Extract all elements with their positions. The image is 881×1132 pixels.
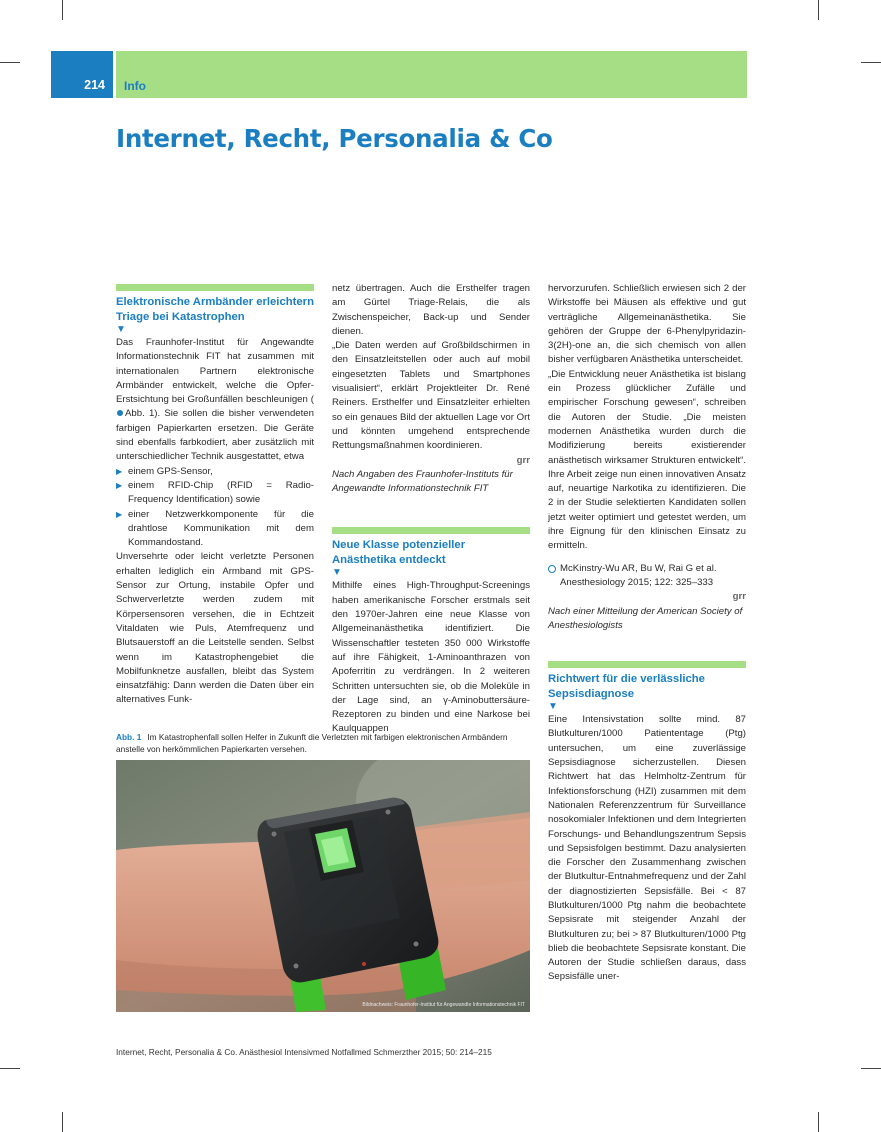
bullet-list <box>116 465 314 551</box>
reference-circle-icon <box>548 565 556 573</box>
triangle-down-icon: ▼ <box>332 567 342 579</box>
list-item: ▶ einer Netzwerkkomponente für die drahtlose Kommunikation mit dem Kommandostand. <box>116 508 314 551</box>
figure-photo <box>116 760 530 1012</box>
column-2 <box>332 282 530 737</box>
reference: McKinstry-Wu AR, Bu W, Rai G et al. Anesthesiology 2015; 122: 325–333 <box>548 562 746 591</box>
list-item: ▶ einem GPS-Sensor, <box>116 465 314 479</box>
crop-mark <box>0 1068 20 1069</box>
page-number-box <box>51 51 113 98</box>
photo-credit: Bildnachweis: Fraunhofer-Institut für Angewandte Informationstechnik FIT <box>362 1002 525 1008</box>
crop-mark <box>861 62 881 63</box>
page-title: Internet, Recht, Personalia & Co <box>116 124 553 153</box>
crop-mark <box>0 62 20 63</box>
column-3 <box>548 282 746 985</box>
article-quote: „Die Entwicklung neuer Anästhetika ist bislang ein Prozess glücklicher Zufälle und empirischer Forschung gewesen“, schreiben die Autoren der Studie. „Die meisten modernen Anästhetika wurden durch die Modifizierung bereits existierender anästhetisch wirksamer Strukturen entwickelt“. Ihre Arbeit zeige nun einen innovativen Ansatz auf, neuartige Narkotika zu identifizieren. Die 2 in der Studie selektierten Kandidaten sollen jetzt weiter optimiert und getestet werden, um ihre Eignung für den klinischen Einsatz zu ermitteln. <box>548 368 746 552</box>
page-number: 214 <box>84 78 105 92</box>
article-heading: Richtwert für die verlässliche Sepsisdiagnose <box>548 673 705 700</box>
article-paragraph: hervorzurufen. Schließlich erwiesen sich 2 der Wirkstoffe bei Mäusen als effektive und gut verträgliche Allgemeinanästhetika. Sie gehören der Gruppe der 6-Phenylpyridazin-3(2H)-one an, die sich chemisch von allen bisher verfügbaren Anästhetika unterscheidet. <box>548 283 746 366</box>
section-bar <box>332 527 530 534</box>
crop-mark <box>62 0 63 20</box>
figure-ref-icon <box>117 410 123 416</box>
figure-caption: Abb. 1 Im Katastrophenfall sollen Helfer in Zukunft die Verletzten mit farbigen elektronischen Armbändern anstelle von herkömmlichen Papierkarten versehen. <box>116 732 508 754</box>
header-bar <box>51 51 747 98</box>
crop-mark <box>818 1112 819 1132</box>
header-divider <box>113 51 116 98</box>
article-heading: Neue Klasse potenzieller Anästhetika entdeckt <box>332 539 466 566</box>
footer-citation: Internet, Recht, Personalia & Co. Anästhesiol Intensivmed Notfallmed Schmerzther 2015; 50: 214–215 <box>116 1047 492 1057</box>
author-signature: grr <box>732 591 746 603</box>
source-note: Nach einer Mitteilung der American Society of Anesthesiologists <box>548 605 743 631</box>
article-heading: Elektronische Armbänder erleichtern Triage bei Katastrophen <box>116 296 314 323</box>
article-paragraph: netz übertragen. Auch die Ersthelfer tragen am Gürtel Triage-Relais, die als Zwischenspeicher, Back-up und Sender dienen. <box>332 283 530 337</box>
wristband-photo <box>116 760 530 1012</box>
article-paragraph: Das Fraunhofer-Institut für Angewandte Informationstechnik FIT hat zusammen mit internationalen Partnern elektronische Armbänder entwickelt, welche die Opfer-Erstsichtung bei Großunfällen beschleunigen (Abb. 1). Sie sollen die bisher verwendeten farbigen Papierkarten ersetzen. Die Geräte sind ebenfalls farbkodiert, aber zusätzlich mit unterschiedlicher Technik ausgestattet, etwa <box>116 337 314 463</box>
list-item: ▶ einem RFID-Chip (RFID = Radio-Frequency Identification) sowie <box>116 479 314 508</box>
column-1 <box>116 284 314 708</box>
article-paragraph: Unversehrte oder leicht verletzte Personen erhalten lediglich ein Armband mit GPS-Sensor zur Ortung, instabile Opfer und Schwerverletzte werden zudem mit Körpersensoren versehen, die in Echtzeit Vitaldaten wie Puls, Atemfrequenz und Blutsauerstoff an die Leitstelle senden. Selbst wenn im Katastrophengebiet die Mobilfunknetze ausfallen, bleibt das System einsatzfähig: Dann werden die Daten über ein alternatives Funk- <box>116 551 314 706</box>
triangle-down-icon: ▼ <box>548 701 558 713</box>
figure-reference-link[interactable]: Abb. 1 <box>125 408 155 420</box>
article-paragraph: Eine Intensivstation sollte mind. 87 Blutkulturen/1000 Patiententage (Ptg) untersuchen, um eine zuverlässige Sepsisdiagnose sicherzustellen. Diesen Richtwert hat das Helmholtz-Zentrum für Infektionsforschung (HZI) zusammen mit dem Nationalen Referenzzentrum für Surveillance nosokomialer Infektionen und dem Integrierten Forschungs- und Behandlungszentrum Sepsis und Sepsisfolgen bestimmt. Dazu analysierten die Forscher den Zusammenhang zwischen der Blutkultur-Entnahmefrequenz und der Zahl der diagnostizierten Sepsisfälle. Bei < 87 Blutkulturen/1000 Ptg nahm die beobachtete Sepsisrate mit steigender Anzahl der Blutkulturen zu; bei > 87 Blutkulturen/1000 Ptg blieb die beobachtete Sepsisrate konstant. Die Autoren der Studie schließen daraus, dass Sepsisfälle uner- <box>548 714 746 983</box>
source-note: Nach Angaben des Fraunhofer-Instituts für Angewandte Informationstechnik FIT <box>332 468 513 495</box>
crop-mark <box>818 0 819 20</box>
triangle-down-icon: ▼ <box>116 324 126 335</box>
article-paragraph: Mithilfe eines High-Throughput-Screenings haben amerikanische Forscher erstmals seit den 1970er-Jahren eine neue Klasse von Allgemeinanästhetika identifiziert. Die Wissenschaftler testeten 350 000 Wirkstoffe auf ihre Fähigkeit, 1-Aminoanthrazen von Apoferritin zu verdrängen. In 2 weiteren Schritten untersuchten sie, ob die Moleküle in der Lage sind, an γ-Aminobuttersäure-Rezeptoren zu binden und eine Narkose bei Kaulquappen <box>332 580 530 735</box>
crop-mark <box>861 1068 881 1069</box>
section-label: Info <box>124 79 146 93</box>
crop-mark <box>62 1112 63 1132</box>
article-quote: „Die Daten werden auf Großbildschirmen in den Einsatzleitstellen oder auch auf mobil eingesetzten Tablets und Smartphones visualisiert“, erklärt Projektleiter Dr. René Reiners. Ersthelfer und Einsatzleiter erhielten so ein genaues Bild der aktuellen Lage vor Ort und könnten umgehend entsprechende Rettungsmaßnahmen koordinieren. <box>332 340 530 452</box>
section-bar <box>548 661 746 668</box>
figure-label: Abb. 1 <box>116 732 142 742</box>
author-signature: grr <box>516 454 530 466</box>
section-bar <box>116 284 314 291</box>
